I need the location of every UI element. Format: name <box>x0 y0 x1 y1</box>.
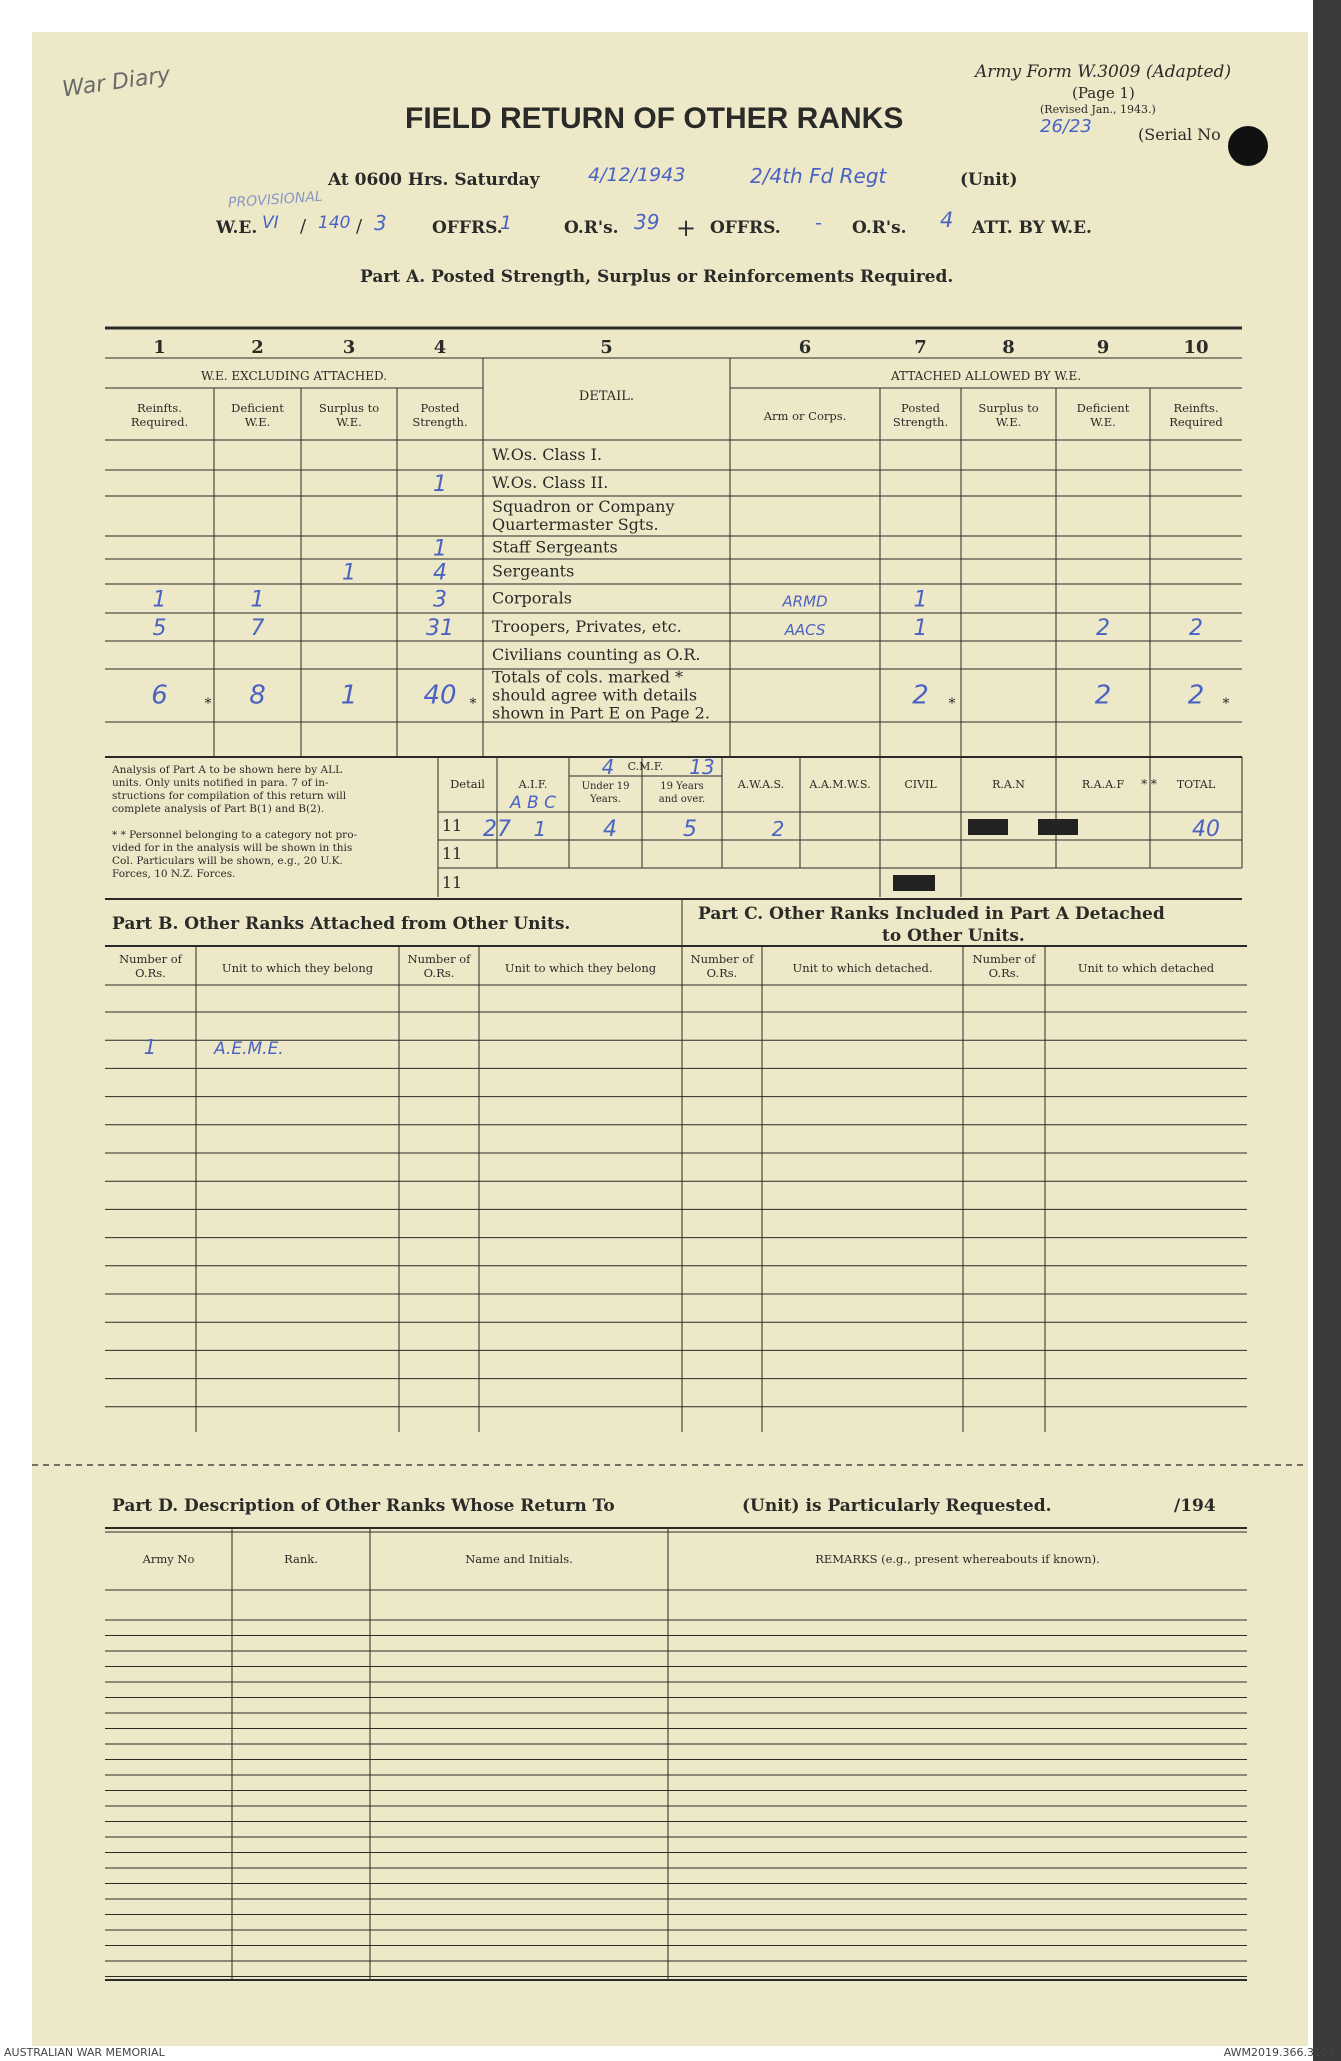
analysis-header: and over. <box>658 794 706 805</box>
analysis-header: A.I.F. <box>518 778 548 791</box>
handwritten-value: 5 <box>152 616 167 641</box>
grid-lines <box>32 328 1308 1980</box>
handwritten-value: 2 <box>1096 616 1110 641</box>
col-number: 4 <box>433 337 447 358</box>
left-col-header: W.E. <box>244 415 271 429</box>
provisional-handwriting: PROVISIONAL <box>227 188 324 212</box>
offrs-value-2: - <box>815 212 822 234</box>
revised-label: (Revised Jan., 1943.) <box>1040 103 1156 116</box>
detail-label: Corporals <box>492 588 572 608</box>
handwritten-value: 2 <box>1187 680 1205 711</box>
handwritten-value: 1 <box>913 616 928 641</box>
handwritten-mark: 4 <box>601 755 615 779</box>
asterisk-mark: * <box>204 696 212 712</box>
analysis-note: units. Only units notified in para. 7 of in- <box>112 777 329 789</box>
redaction-block <box>968 819 1008 835</box>
unit-label: (Unit) <box>960 170 1018 190</box>
right-col-header: Surplus to <box>978 401 1039 415</box>
right-col-header: Required <box>1169 415 1223 429</box>
handwritten-value: 2 <box>771 817 785 841</box>
detail-label: W.Os. Class II. <box>492 473 609 492</box>
page-label: (Page 1) <box>1072 84 1135 102</box>
detail-label: W.Os. Class I. <box>492 445 603 464</box>
right-col-header: Reinfts. <box>1173 401 1219 415</box>
right-col-header: Strength. <box>892 415 949 429</box>
personnel-note: Col. Particulars will be shown, e.g., 20 U.K. <box>112 855 343 867</box>
right-col-header: W.E. <box>1090 415 1116 429</box>
left-col-header: Posted <box>420 401 460 415</box>
right-col-header: Posted <box>901 401 940 415</box>
handwritten-mark: 13 <box>689 755 715 779</box>
col-number: 9 <box>1096 337 1110 358</box>
we-part-1: VI <box>262 213 279 233</box>
asterisk-mark: * <box>948 696 956 712</box>
part-bc-header: Number of <box>119 952 182 966</box>
we-label: W.E. <box>216 218 258 238</box>
handwritten-value: 4 <box>433 560 447 586</box>
asterisk-mark: * <box>469 696 477 712</box>
part-b-entry-unit: A.E.M.E. <box>214 1039 284 1059</box>
group-right-header: ATTACHED ALLOWED BY W.E. <box>890 369 1082 383</box>
serial-label: (Serial No <box>1138 125 1221 144</box>
grid-text <box>111 337 1230 1566</box>
ors-label-1: O.R's. <box>564 218 619 238</box>
part-a-title: Part A. Posted Strength, Surplus or Reinforcements Required. <box>360 267 954 287</box>
handwritten-abc: A B C <box>510 793 556 813</box>
ors-value-2: 4 <box>940 208 954 232</box>
part-bc-header: O.Rs. <box>423 966 455 980</box>
left-col-header: Required. <box>130 415 189 429</box>
analysis-header: * * <box>1141 777 1157 791</box>
handwritten-value: 1 <box>433 472 447 497</box>
analysis-note: complete analysis of Part B(1) and B(2). <box>112 803 325 815</box>
part-bc-header: O.Rs. <box>988 966 1020 980</box>
we-part-3: 3 <box>374 211 387 235</box>
page-title: FIELD RETURN OF OTHER RANKS <box>405 102 904 135</box>
detail-label: Troopers, Privates, etc. <box>492 617 682 636</box>
detail-label: Squadron or Company <box>492 497 675 516</box>
corner-handwriting: War Diary <box>60 62 172 103</box>
handwritten-value: 1 <box>342 560 356 586</box>
part-d-header: Rank. <box>284 1552 318 1566</box>
analysis-header: C.M.F. <box>627 760 664 773</box>
handwritten-value: 1 <box>152 587 167 613</box>
part-d-title: Part D. Description of Other Ranks Whose Return To <box>112 1496 615 1516</box>
ors-label-2: O.R's. <box>852 218 907 238</box>
unit-handwriting: 2/4th Fd Regt <box>750 164 887 188</box>
cell-text: 11 <box>441 816 463 835</box>
att-by-we-label: ATT. BY W.E. <box>972 218 1092 238</box>
part-bc-header: Unit to which detached <box>1077 961 1215 975</box>
redaction-block <box>1038 819 1078 835</box>
offrs-value-1: 1 <box>500 212 513 234</box>
cell-text: 11 <box>441 873 463 892</box>
cell-text: 11 <box>441 844 463 863</box>
offrs-label-2: OFFRS. <box>710 218 781 238</box>
analysis-note: structions for compilation of this return will <box>112 790 347 802</box>
left-col-header: Strength. <box>412 415 468 429</box>
date-handwriting: 4/12/1943 <box>588 164 686 186</box>
detail-label: Civilians counting as O.R. <box>492 645 701 664</box>
footer-right: AWM2019.366.3107 <box>1223 2046 1335 2059</box>
part-bc-header: Number of <box>407 952 471 966</box>
at-hours-label: At 0600 Hrs. Saturday <box>328 170 540 190</box>
right-col-header: Deficient <box>1076 401 1130 415</box>
col-number: 10 <box>1183 337 1209 358</box>
handwritten-value: 40 <box>1192 817 1220 842</box>
analysis-header: TOTAL <box>1176 778 1216 791</box>
handwritten-value: AACS <box>784 621 826 639</box>
analysis-header: A.W.A.S. <box>737 778 785 791</box>
analysis-header: Detail <box>450 777 485 791</box>
left-col-header: W.E. <box>336 415 362 429</box>
detail-label: should agree with details <box>492 685 698 705</box>
right-col-header: Arm or Corps. <box>763 409 847 423</box>
offrs-label-1: OFFRS. <box>432 218 503 238</box>
handwritten-value: 1 <box>250 587 265 613</box>
analysis-header: R.A.A.F <box>1081 778 1125 791</box>
handwritten-value: 1 <box>533 817 547 841</box>
detail-label: Totals of cols. marked * <box>492 667 684 687</box>
personnel-note: vided for in the analysis will be shown in this <box>112 842 353 854</box>
detail-label: Staff Sergeants <box>492 537 618 557</box>
part-b-entry-number: 1 <box>143 1035 157 1059</box>
handwritten-value: 2 <box>1094 680 1112 711</box>
handwritten-value: 2 <box>1189 616 1203 641</box>
handwritten-value: 6 <box>151 680 168 711</box>
left-col-header: Deficient <box>231 401 284 415</box>
handwritten-value: 3 <box>433 587 447 613</box>
detail-label: Quartermaster Sgts. <box>492 515 659 534</box>
col-number: 8 <box>1002 337 1015 358</box>
detail-label: Sergeants <box>492 561 575 581</box>
part-d-title-mid: (Unit) is Particularly Requested. <box>742 1496 1052 1516</box>
handwritten-value: 4 <box>603 817 617 842</box>
analysis-header: 19 Years <box>660 781 704 792</box>
part-c-title-2: to Other Units. <box>882 926 1025 946</box>
analysis-header: Under 19 <box>581 781 630 792</box>
right-col-header: W.E. <box>995 415 1022 429</box>
part-d-header: Army No <box>142 1552 195 1566</box>
part-b-title: Part B. Other Ranks Attached from Other Units. <box>112 914 571 934</box>
handwritten-value: 31 <box>426 616 454 641</box>
redaction-block <box>893 875 935 891</box>
personnel-note: * * Personnel belonging to a category not pro- <box>112 829 358 841</box>
part-bc-header: Unit to which detached. <box>792 961 933 975</box>
part-d-title-end: /194 <box>1174 1496 1216 1516</box>
col-number: 3 <box>342 337 356 358</box>
part-bc-header: Unit to which they belong <box>504 961 657 975</box>
group-left-header: W.E. EXCLUDING ATTACHED. <box>200 369 388 383</box>
part-bc-header: O.Rs. <box>135 966 166 980</box>
part-c-title-1: Part C. Other Ranks Included in Part A Detached <box>698 904 1165 924</box>
part-d-header: Name and Initials. <box>465 1552 573 1566</box>
handwritten-value: 2 <box>912 680 929 711</box>
handwritten-value: 7 <box>250 616 265 641</box>
analysis-header: R.A.N <box>992 778 1025 791</box>
handwritten-value: 1 <box>433 536 447 562</box>
col-number: 5 <box>600 337 613 358</box>
ors-value-1: 39 <box>634 210 660 234</box>
handwritten-value: 8 <box>249 680 266 711</box>
col-number: 7 <box>914 337 927 358</box>
army-form-label: Army Form W.3009 (Adapted) <box>975 62 1232 82</box>
left-col-header: Reinfts. <box>137 401 182 415</box>
we-slash-2: / <box>356 216 363 237</box>
col-number: 2 <box>251 337 264 358</box>
personnel-note: Forces, 10 N.Z. Forces. <box>112 868 236 880</box>
analysis-header: CIVIL <box>904 778 937 791</box>
part-bc-header: O.Rs. <box>706 966 738 980</box>
col-number: 1 <box>153 337 166 358</box>
detail-label: shown in Part E on Page 2. <box>492 703 710 723</box>
part-bc-header: Number of <box>690 952 754 966</box>
handwritten-value: 27 <box>483 817 511 842</box>
part-bc-header: Unit to which they belong <box>221 961 374 975</box>
handwritten-value: 5 <box>683 817 697 842</box>
left-col-header: Surplus to <box>318 401 380 415</box>
serial-handwriting: 26/23 <box>1040 116 1092 137</box>
detail-header: DETAIL. <box>578 389 635 404</box>
handwritten-value: ARMD <box>782 592 828 611</box>
footer-left: AUSTRALIAN WAR MEMORIAL <box>4 2046 165 2059</box>
we-part-2: 140 <box>318 213 351 233</box>
analysis-header: A.A.M.W.S. <box>809 778 871 791</box>
plus-sign: + <box>676 214 697 242</box>
part-d-header: REMARKS (e.g., present whereabouts if known). <box>815 1552 1100 1566</box>
handwritten-value: 1 <box>913 587 928 613</box>
we-slash-1: / <box>300 216 307 237</box>
part-bc-header: Number of <box>972 952 1036 966</box>
asterisk-mark: * <box>1222 696 1230 712</box>
handwritten-value: 1 <box>340 680 358 711</box>
analysis-header: Years. <box>590 794 621 805</box>
col-number: 6 <box>798 337 812 358</box>
handwritten-value: 40 <box>423 680 457 711</box>
analysis-note: Analysis of Part A to be shown here by ALL <box>112 764 343 776</box>
